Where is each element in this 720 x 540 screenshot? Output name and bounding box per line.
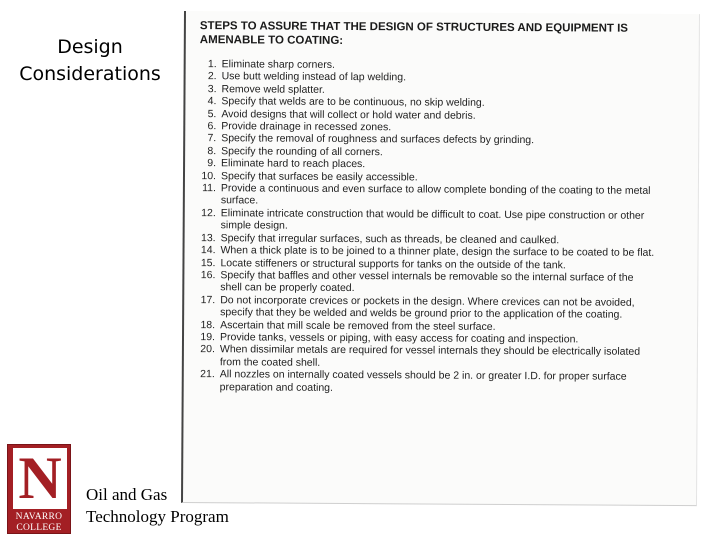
- slide-title: [10, 34, 170, 88]
- step-item: [198, 368, 688, 396]
- step-text-continued: surface.: [220, 194, 259, 207]
- step-number: 3.: [207, 82, 217, 96]
- step-number: 15.: [200, 256, 216, 269]
- step-text: Use butt welding instead of lap welding.: [221, 70, 407, 84]
- navarro-college-logo: [7, 444, 71, 534]
- program-name: [86, 484, 229, 528]
- step-text: Do not incorporate crevices or pockets in the design. Where crevices can not be avoided,: [220, 293, 635, 309]
- logo-letter: N: [13, 448, 67, 509]
- step-text: Specify the rounding of all corners.: [221, 145, 383, 159]
- logo-word-navarro: NAVARRO: [15, 512, 63, 522]
- step-number: 6.: [207, 120, 217, 133]
- step-number: 10.: [201, 169, 217, 182]
- step-text: Provide tanks, vessels or piping, with easy access for coating and inspection.: [219, 331, 579, 346]
- program-line2: Technology Program: [86, 507, 229, 526]
- step-number: 16.: [200, 269, 216, 282]
- logo-word-college: COLLEGE: [16, 523, 62, 533]
- step-item: [198, 269, 688, 297]
- step-text: Ascertain that mill scale be removed from the steel surface.: [220, 318, 496, 333]
- step-number: 21.: [200, 368, 215, 381]
- document-heading: [200, 20, 670, 50]
- program-line1: Oil and Gas: [86, 485, 168, 504]
- step-text-continued: simple design.: [220, 219, 288, 232]
- step-text: Eliminate intricate construction that would be difficult to coat. Use pipe construction or other: [220, 207, 645, 222]
- step-number: 4.: [207, 95, 217, 108]
- step-text: Specify that irregular surfaces, such as threads, be cleaned and caulked.: [220, 231, 560, 246]
- step-number: 14.: [200, 244, 216, 257]
- step-text: When dissimilar metals are required for vessel internals they should be electrically isolated: [219, 343, 641, 359]
- slide-title-line1: Design: [57, 36, 123, 58]
- step-item: [198, 343, 688, 371]
- step-text: All nozzles on internally coated vessels should be 2 in. or greater I.D. for proper surface: [219, 368, 627, 383]
- step-text: Eliminate hard to reach places.: [221, 157, 366, 171]
- step-text: Specify that welds are to be continuous, no skip welding.: [221, 95, 485, 110]
- step-item: [199, 182, 689, 210]
- step-text: Remove weld splatter.: [221, 83, 325, 96]
- step-number: 17.: [200, 293, 216, 306]
- step-text: Provide drainage in recessed zones.: [221, 120, 392, 134]
- step-number: 2.: [207, 70, 217, 83]
- step-text-continued: specify that they be welded and welds be ground prior to the application of the coating.: [220, 306, 623, 321]
- step-text: Avoid designs that will collect or hold water and debris.: [221, 107, 476, 122]
- step-number: 11.: [202, 182, 216, 195]
- step-text: When a thick plate is to be joined to a thinner plate, design the surface to be coated to be flat.: [220, 244, 655, 259]
- step-number: 20.: [200, 343, 215, 356]
- step-number: 19.: [200, 331, 216, 344]
- slide-title-line2: Considerations: [19, 63, 161, 85]
- step-number: 8.: [207, 144, 217, 158]
- step-number: 5.: [207, 107, 217, 120]
- step-item: [198, 294, 688, 322]
- document-heading-line1: STEPS TO ASSURE THAT THE DESIGN OF STRUCTURES AND EQUIPMENT IS: [199, 20, 629, 35]
- step-text: Specify that surfaces be easily accessible.: [220, 169, 418, 184]
- scanned-document: [181, 11, 700, 506]
- step-text-continued: preparation and coating.: [219, 380, 333, 394]
- step-text: Specify the removal of roughness and surfaces defects by grinding.: [221, 132, 535, 147]
- step-text: Locate stiffeners or structural supports for tanks on the outside of the tank.: [220, 256, 566, 271]
- step-number: 13.: [200, 231, 216, 244]
- step-number: 12.: [201, 206, 216, 220]
- step-item: [199, 207, 689, 235]
- steps-list: [198, 58, 690, 396]
- document-heading-line2: AMENABLE TO COATING:: [199, 33, 344, 47]
- step-text: Provide a continuous and even surface to allow complete bonding of the coating to the metal: [220, 182, 651, 197]
- step-text: Eliminate sharp corners.: [221, 58, 335, 71]
- step-text: Specify that baffles and other vessel internals be removable so the internal surface of the: [220, 269, 634, 284]
- step-text-continued: shell can be properly coated.: [220, 281, 355, 295]
- step-number: 1.: [207, 58, 217, 71]
- step-number: 7.: [207, 132, 217, 145]
- step-number: 9.: [207, 157, 217, 170]
- step-text-continued: from the coated shell.: [219, 355, 321, 369]
- step-number: 18.: [200, 318, 216, 331]
